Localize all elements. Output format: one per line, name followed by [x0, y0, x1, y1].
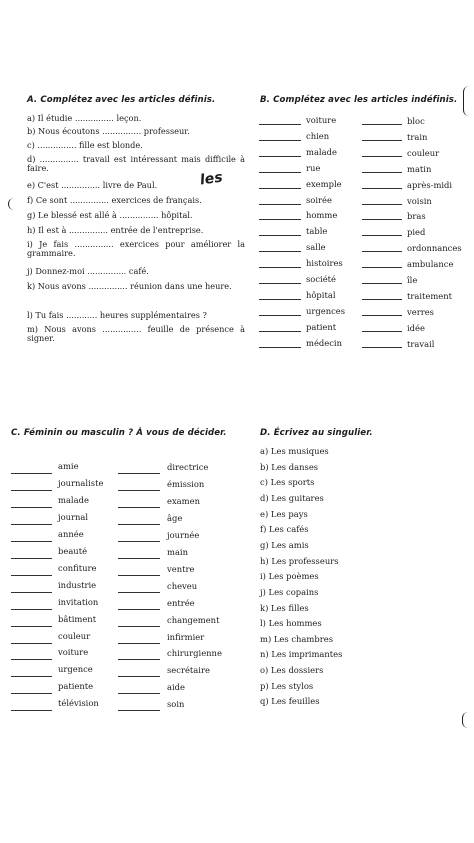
noun-word: urgence [58, 664, 93, 675]
exercise-a-item: c) ............... fille est blonde. [27, 140, 143, 150]
blank-line [362, 347, 402, 348]
noun-word: aide [167, 682, 185, 693]
noun-word: travail [407, 338, 435, 349]
blank-line [118, 609, 160, 610]
noun-word: traitement [407, 290, 453, 301]
noun-word: ventre [167, 563, 195, 574]
blank-line [362, 299, 402, 300]
exercise-a-item: m) Nous avons ............... feuille de présence à signer. [27, 324, 245, 344]
blank-line [11, 575, 52, 576]
margin-mark-right-bottom [462, 712, 469, 728]
exercise-a-item: b) Nous écoutons ............... professeur. [27, 126, 190, 136]
exercise-a-item: d) ............... travail est intéressant mais difficile à faire. [27, 154, 245, 174]
blank-line [259, 140, 301, 141]
blank-line [11, 643, 52, 644]
blank-line [11, 592, 52, 593]
blank-line [118, 473, 160, 474]
blank-line [259, 283, 301, 284]
singular-item: e) Les pays [260, 508, 308, 519]
exercise-a-item: f) Ce sont ............... exercices de français. [27, 195, 202, 205]
noun-word: pied [407, 227, 426, 238]
noun-word: âge [167, 512, 183, 523]
blank-line [362, 156, 402, 157]
noun-word: beauté [58, 545, 88, 556]
noun-word: couleur [58, 630, 91, 641]
noun-word: confiture [58, 562, 97, 573]
blank-line [118, 710, 160, 711]
blank-line [118, 693, 160, 694]
noun-word: bras [407, 211, 426, 222]
noun-word: société [306, 274, 336, 284]
noun-word: exemple [306, 178, 342, 189]
noun-word: histoires [306, 258, 343, 269]
blank-line [259, 315, 301, 316]
noun-word: main [167, 546, 189, 557]
margin-mark-right-top [463, 86, 470, 116]
exercise-a-item: a) Il étudie ............... leçon. [27, 113, 142, 123]
blank-line [259, 347, 301, 348]
section-b-title: B. Complétez avec les articles indéfinis. [260, 95, 458, 105]
singular-item: c) Les sports [260, 477, 315, 488]
blank-line [11, 710, 52, 711]
noun-word: bloc [407, 116, 425, 126]
blank-line [362, 204, 402, 205]
blank-line [11, 676, 52, 677]
blank-line [259, 204, 301, 205]
singular-item: f) Les cafés [260, 524, 309, 535]
noun-word: voiture [306, 115, 337, 125]
noun-word: directrice [167, 462, 209, 472]
blank-line [362, 188, 402, 189]
singular-item: k) Les filles [260, 602, 309, 613]
noun-word: secrétaire [167, 665, 210, 676]
blank-line [362, 140, 402, 141]
noun-word: verres [407, 306, 434, 317]
noun-word: voisin [407, 195, 432, 206]
blank-line [11, 507, 52, 508]
noun-word: télévision [58, 698, 99, 709]
noun-word: homme [306, 210, 338, 221]
noun-word: rue [306, 162, 321, 173]
blank-line [362, 267, 402, 268]
blank-line [259, 267, 301, 268]
noun-word: île [407, 275, 418, 285]
noun-word: cheveu [167, 580, 198, 591]
blank-line [362, 235, 402, 236]
noun-word: journaliste [58, 477, 104, 488]
singular-item: n) Les imprimantes [260, 649, 343, 660]
blank-line [118, 676, 160, 677]
singular-item: m) Les chambres [260, 633, 333, 644]
noun-word: couleur [407, 147, 440, 158]
blank-line [11, 609, 52, 610]
blank-line [118, 575, 160, 576]
margin-mark-left [8, 198, 15, 210]
noun-word: malade [306, 146, 337, 157]
blank-line [362, 124, 402, 125]
singular-item: p) Les stylos [260, 680, 314, 691]
blank-line [259, 188, 301, 189]
blank-line [259, 219, 301, 220]
singular-item: l) Les hommes [260, 618, 322, 629]
blank-line [118, 558, 160, 559]
noun-word: ambulance [407, 259, 454, 270]
singular-item: g) Les amis [260, 539, 309, 550]
exercise-a-item: e) C'est ............... livre de Paul. [27, 180, 158, 190]
noun-word: journée [167, 529, 200, 540]
noun-word: patient [306, 321, 337, 332]
blank-line [259, 156, 301, 157]
noun-word: journal [58, 511, 89, 522]
noun-word: émission [167, 478, 205, 489]
noun-word: hôpital [306, 289, 336, 300]
blank-line [259, 235, 301, 236]
exercise-a-item: k) Nous avons ............... réunion dans une heure. [27, 281, 232, 291]
blank-line [362, 331, 402, 332]
noun-word: train [407, 131, 428, 142]
noun-word: invitation [58, 596, 99, 607]
noun-word: table [306, 226, 328, 237]
blank-line [11, 626, 52, 627]
blank-line [259, 299, 301, 300]
blank-line [259, 172, 301, 173]
blank-line [118, 524, 160, 525]
exercise-a-item: i) Je fais ............... exercices pour améliorer la grammaire. [27, 239, 245, 259]
blank-line [11, 558, 52, 559]
noun-word: soirée [306, 194, 332, 205]
noun-word: médecin [306, 337, 342, 348]
noun-word: ordonnances [407, 243, 462, 254]
blank-line [259, 251, 301, 252]
noun-word: malade [58, 494, 89, 505]
section-c-title-text: C. Féminin ou masculin ? À vous de décider. [11, 428, 227, 438]
singular-item: q) Les feuilles [260, 696, 320, 707]
blank-line [118, 541, 160, 542]
noun-word: changement [167, 614, 220, 625]
singular-item: b) Les danses [260, 461, 319, 472]
section-d-title: D. Écrivez au singulier. [260, 428, 373, 438]
noun-word: patiente [58, 681, 94, 692]
noun-word: voiture [58, 647, 89, 658]
blank-line [11, 473, 52, 474]
blank-line [362, 315, 402, 316]
noun-word: chirurgienne [167, 648, 222, 659]
noun-word: industrie [58, 579, 97, 590]
noun-word: salle [306, 242, 326, 253]
section-c-title [11, 428, 241, 439]
noun-word: après-midi [407, 179, 453, 190]
noun-word: urgences [306, 305, 346, 316]
noun-word: soin [167, 699, 185, 710]
blank-line [362, 172, 402, 173]
section-a-title: A. Complétez avec les articles définis. [27, 95, 216, 105]
noun-word: année [58, 528, 84, 539]
noun-word: infirmier [167, 631, 205, 642]
singular-item: i) Les poèmes [260, 571, 319, 582]
blank-line [118, 643, 160, 644]
singular-item: h) Les professeurs [260, 555, 339, 566]
blank-line [118, 507, 160, 508]
exercise-a-item: h) Il est à ............... entrée de l'entreprise. [27, 225, 204, 235]
singular-item: o) Les dossiers [260, 665, 324, 676]
blank-line [11, 524, 52, 525]
blank-line [259, 124, 301, 125]
noun-word: chien [306, 130, 330, 141]
noun-word: entrée [167, 597, 195, 608]
blank-line [11, 659, 52, 660]
blank-line [11, 541, 52, 542]
noun-word: examen [167, 495, 200, 506]
exercise-a-item: l) Tu fais ............ heures supplémentaires ? [27, 310, 207, 320]
blank-line [362, 283, 402, 284]
noun-word: idée [407, 322, 425, 333]
blank-line [118, 592, 160, 593]
exercise-a-item: g) Le blessé est allé à ............... hôpital. [27, 210, 193, 220]
singular-item: a) Les musiques [260, 446, 329, 456]
singular-item: d) Les guitares [260, 492, 324, 503]
blank-line [11, 490, 52, 491]
blank-line [118, 490, 160, 491]
blank-line [259, 331, 301, 332]
blank-line [362, 219, 402, 220]
noun-word: bâtiment [58, 613, 97, 624]
exercise-a-item: j) Donnez-moi ............... café. [27, 266, 149, 276]
blank-line [11, 693, 52, 694]
singular-item: j) Les copains [260, 586, 319, 597]
noun-word: matin [407, 163, 432, 174]
blank-line [118, 626, 160, 627]
handwritten-answer: les [198, 169, 224, 189]
blank-line [118, 659, 160, 660]
blank-line [362, 251, 402, 252]
noun-word: amie [58, 461, 79, 471]
